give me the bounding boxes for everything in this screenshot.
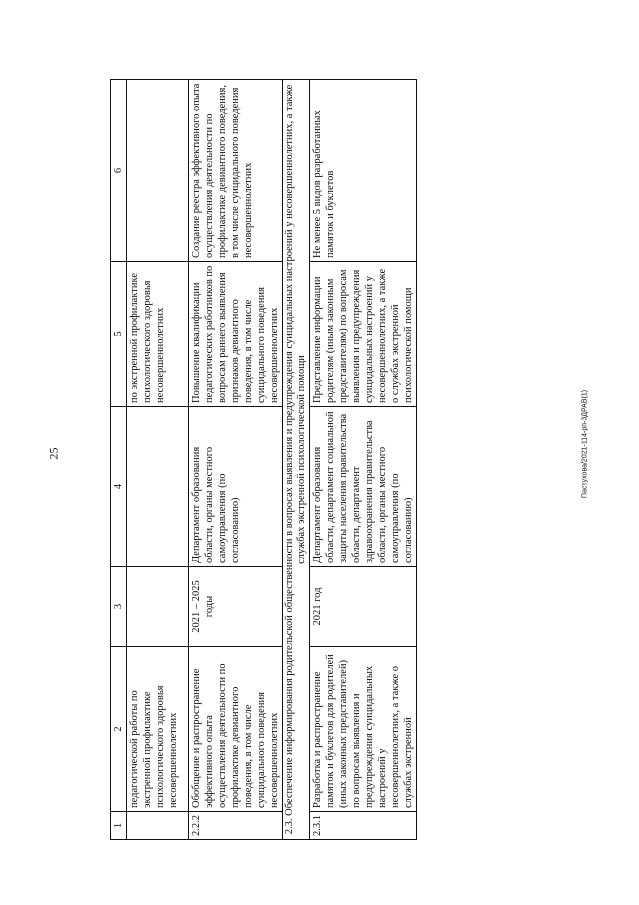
page-number: 25 <box>46 447 61 460</box>
header-cell: 3 <box>111 567 127 647</box>
responsible: Департамент образования области, департамент социальной защиты населения правительства области, департамент здравоохранения правительства области, органы местного самоуправления (по согласованию) <box>310 407 417 567</box>
row-number: 2.3.1 <box>310 812 417 840</box>
measure-name: педагогической работы по экстренной профилактике психологического здоровья несовершеннолетних <box>127 647 189 812</box>
deadline: 2021 год <box>310 567 417 647</box>
header-cell: 1 <box>111 812 127 840</box>
header-cell: 5 <box>111 262 127 407</box>
measure-name: Обобщение и распространение эффективного опыта осуществления деятельности по профилактике девиантного поведения, в том числе суицидального поведения несовершеннолетних <box>189 647 283 812</box>
expected-result: Повышение квалификации педагогических работников по вопросам раннего выявления признаков девиантного поведения, в том числе суицидального поведения несовершеннолетних <box>189 262 283 407</box>
header-cell: 4 <box>111 407 127 567</box>
deadline <box>127 567 189 647</box>
rotated-table-area <box>110 80 414 840</box>
table-row <box>310 80 417 840</box>
table-row <box>127 80 189 840</box>
indicator <box>127 80 189 262</box>
header-cell: 6 <box>111 80 127 262</box>
header-cell: 2 <box>111 647 127 812</box>
measure-name: Разработка и распространение памяток и буклетов для родителей (иных законных представителей) по вопросам выявления и предупреждения суицидальных настроений у несовершеннолетних, а также о службах экстренной <box>310 647 417 812</box>
responsible <box>127 407 189 567</box>
measures-table <box>110 79 417 840</box>
table-row <box>189 80 283 840</box>
document-footer: Пастухова/2021-114-рп-3ДРАВ(1) <box>581 389 589 499</box>
row-number: 2.2.2 <box>189 812 283 840</box>
row-number <box>127 812 189 840</box>
section-header: 2.3. Обеспечение информирования родительской общественности в вопросах выявления и предупреждения суицидальных настроений у несовершеннолетних, а также службах экстренной психологической помощи <box>283 80 310 840</box>
deadline: 2021 – 2025 годы <box>189 567 283 647</box>
responsible: Департамент образования области, органы местного самоуправления (по согласованию) <box>189 407 283 567</box>
expected-result: Представление информации родителям (иным законным представителям) по вопросам выявления и предупреждения суицидальных настроений у несовершеннолетних, а также о службах экстренной психологической помощи <box>310 262 417 407</box>
landscape-table-container <box>110 80 414 840</box>
header-row <box>111 80 127 840</box>
indicator: Не менее 5 видов разработанных памяток и буклетов <box>310 80 417 262</box>
expected-result: по экстренной профилактике психологического здоровья несовершеннолетних <box>127 262 189 407</box>
section-row <box>283 80 310 840</box>
indicator: Создание реестра эффективного опыта осуществления деятельности по профилактике девиантного поведения, в том числе суицидального поведения несовершеннолетних <box>189 80 283 262</box>
